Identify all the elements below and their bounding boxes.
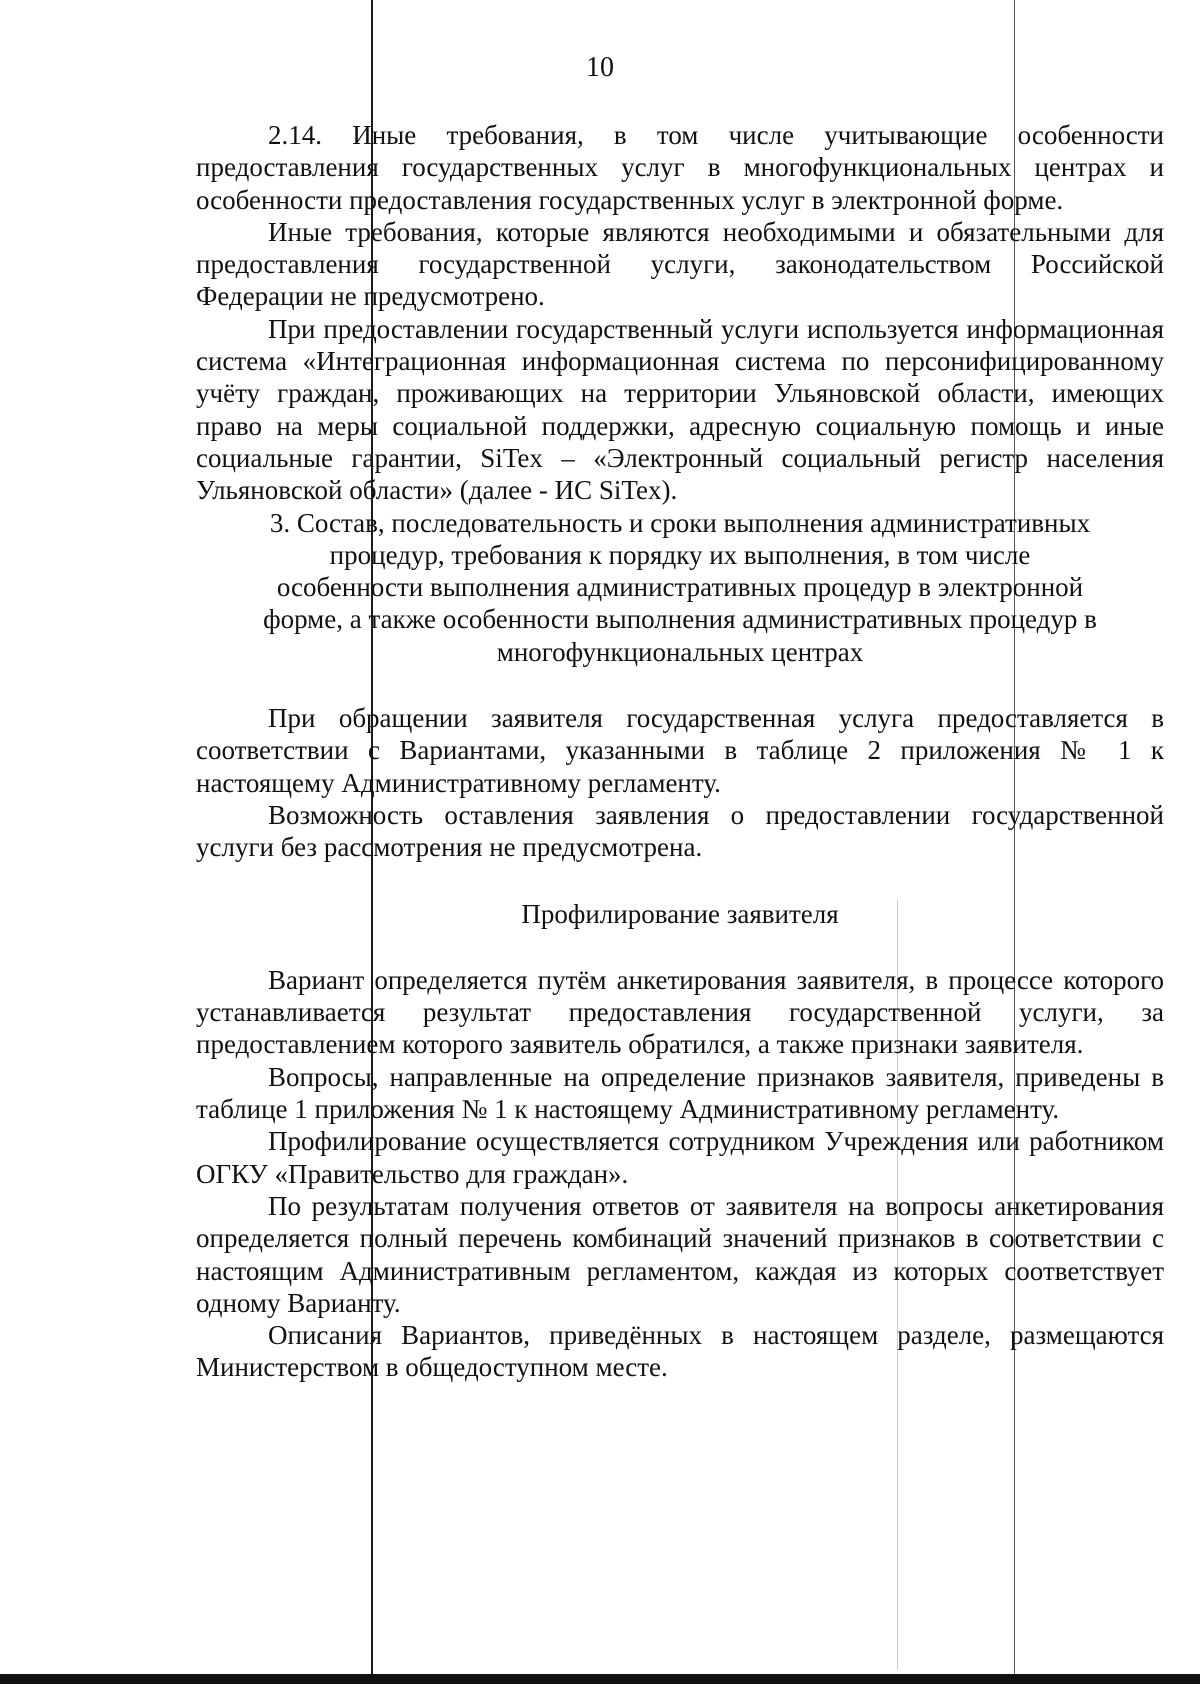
paragraph: Профилирование осуществляется сотрудником Учреждения или работником ОГКУ «Правительство для граждан». [196,1126,1164,1189]
paragraph: По результатам получения ответов от заявителя на вопросы анкетирования определяется полный перечень комбинаций значений признаков в соответствии с настоящим Административным регламентом, каждая из которых соответствует одному Варианту. [196,1190,1164,1318]
paragraph: Описания Вариантов, приведённых в настоящем разделе, размещаются Министерством в общедоступном месте. [196,1320,1164,1383]
paragraph-2-14-title: 2.14. Иные требования, в том числе учитывающие особенности предоставления государственных услуг в многофункциональных центрах и особенности предоставления государственных услуг в электронной форме. [196,120,1164,215]
paragraph: Иные требования, которые являются необходимыми и обязательными для предоставления государственной услуги, законодательством Российской Федерации не предусмотрено. [196,216,1164,312]
paragraph: Вопросы, направленные на определение признаков заявителя, приведены в таблице 1 приложения № 1 к настоящему Административному регламенту. [196,1061,1164,1125]
paragraph: Вариант определяется путём анкетирования заявителя, в процессе которого устанавливается результат предоставления государственной услуги, за предоставлением которого заявитель обратился, а также признаки заявителя. [196,964,1164,1060]
profiling-heading: Профилирование заявителя [521,898,839,929]
paragraph: При предоставлении государственный услуги используется информационная система «Интеграционная информационная система по персонифицированному учёту граждан, проживающих на территории Ульяновской области, имеющих право на меры социальной поддержки, адресную социальную помощь и иные социальные гарантии, SiTex – «Электронный социальный регистр населения Ульяновской области» (далее - ИС SiTex). [196,313,1164,506]
page-number: 10 [586,52,614,83]
paragraph: При обращении заявителя государственная услуга предоставляется в соответствии с Вариантами, указанными в таблице 2 приложения № 1 к настоящему Административному регламенту. [196,703,1164,798]
scan-artifact-bottom-bar [0,1674,1200,1684]
document-body [196,119,1164,1384]
section-3-heading: 3. Состав, последовательность и сроки выполнения административных процедур, требования к порядку их выполнения, в том числе особенности выполнения административных процедур в электронной форме, а также особенности выполнения административных процедур в многофункциональных центрах [263,507,1097,667]
paragraph: Возможность оставления заявления о предоставлении государственной услуги без рассмотрения не предусмотрена. [196,799,1164,863]
